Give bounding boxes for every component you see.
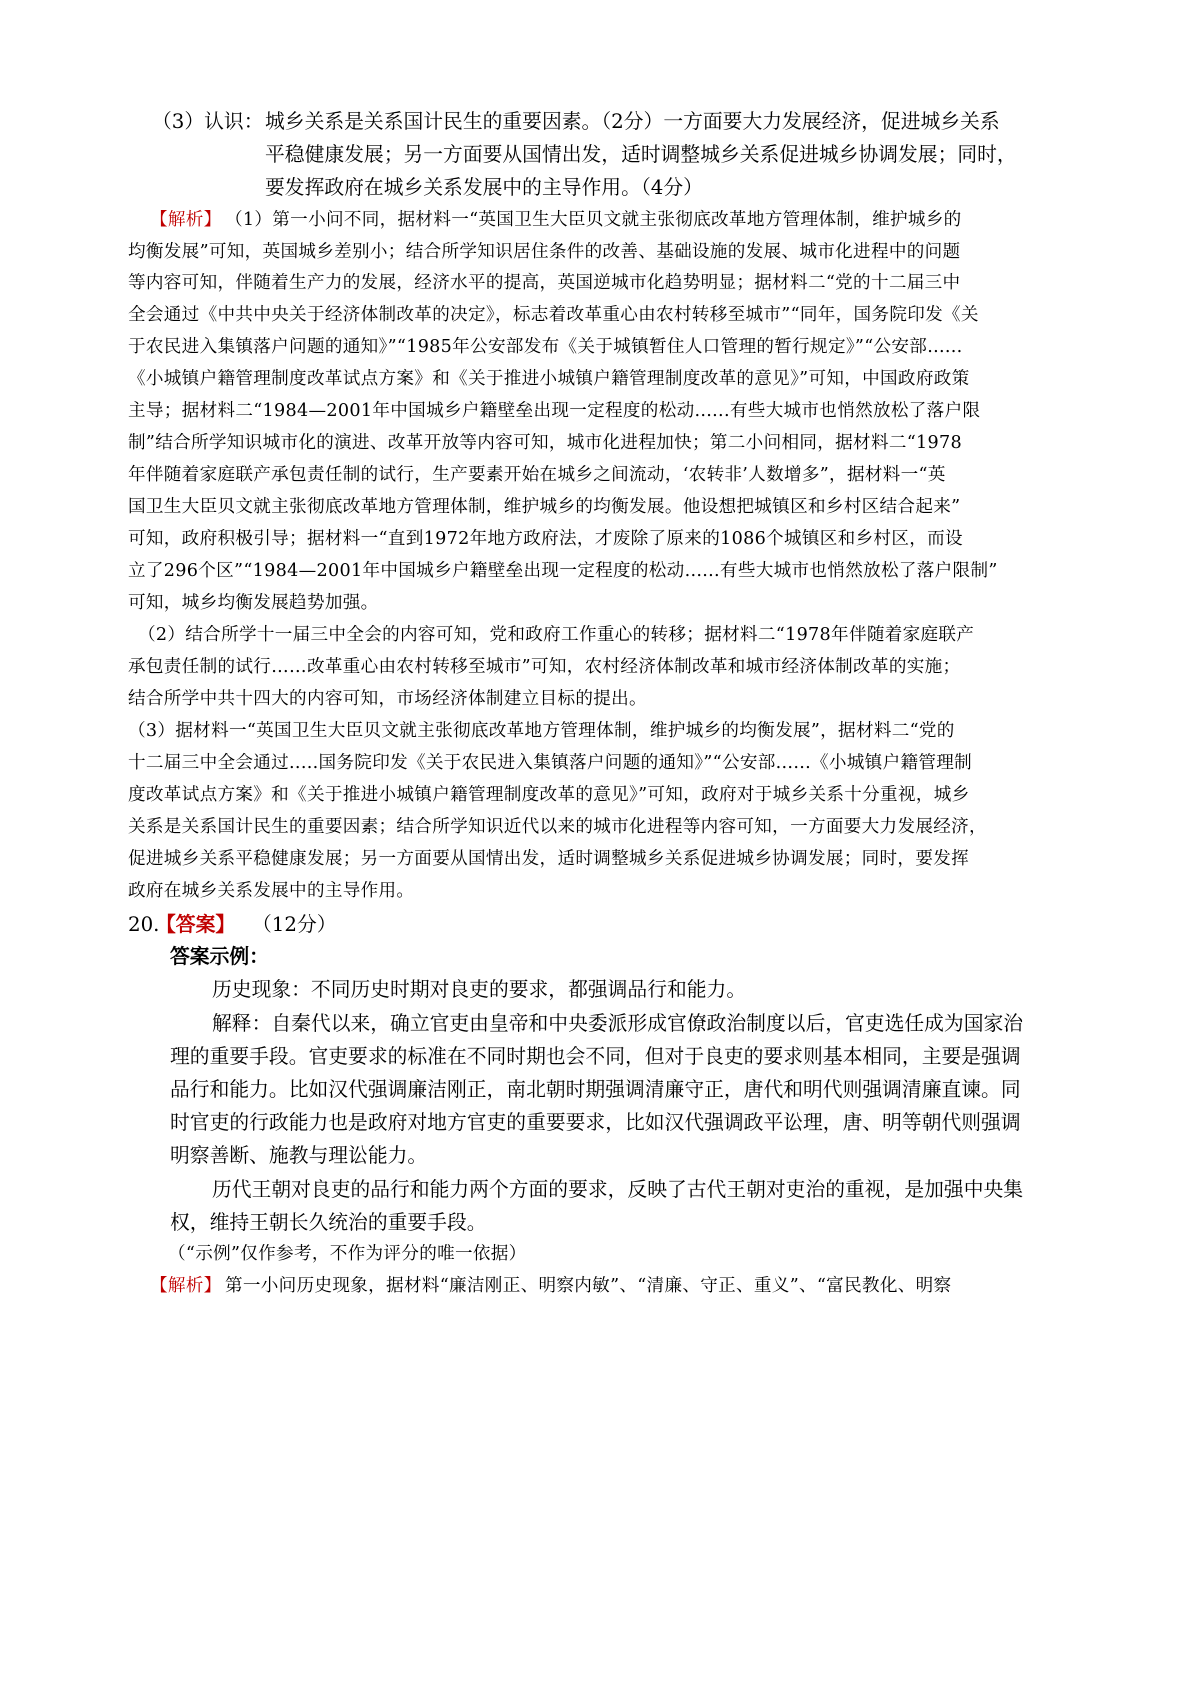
q20-example-title: 答案示例： <box>170 944 269 968</box>
q20-explain-line-2: 理的重要手段。官吏要求的标准在不同时期也会不同，但对于良吏的要求则基本相同，主要是强调 <box>170 1045 1021 1068</box>
analysis-line-8: 制”结合所学知识城市化的演进、改革开放等内容可知，城市化进程加快；第二小问相同，据材料二“1978 <box>128 433 962 453</box>
analysis-part3-line-5: 促进城乡关系平稳健康发展；另一方面要从国情出发，适时调整城乡关系促进城乡协调发展；同时，要发挥 <box>128 849 970 869</box>
analysis-line-12: 立了296个区”“1984—2001年中国城乡户籍壁垒出现一定程度的松动......有些大城市也悄然放松了落户限制” <box>128 561 998 581</box>
q20-phenomenon: 历史现象：不同历史时期对良吏的要求，都强调品行和能力。 <box>212 978 747 1001</box>
analysis-line-13: 可知，城乡均衡发展趋势加强。 <box>128 593 379 613</box>
q20-explain-line-1: 解释：自秦代以来，确立官吏由皇帝和中央委派形成官僚政治制度以后，官吏选任成为国家治 <box>212 1012 1024 1035</box>
analysis-line-9: 年伴随着家庭联产承包责任制的试行，生产要素开始在城乡之间流动，‘农转非’人数增多”，据材料一“英 <box>128 465 946 485</box>
analysis-part3-line-1: （3）据材料一“英国卫生大臣贝文就主张彻底改革地方管理体制，维护城乡的均衡发展”，据材料二“党的 <box>128 721 955 741</box>
analysis-part3-line-6: 政府在城乡关系发展中的主导作用。 <box>128 881 415 901</box>
section3-line-2: 平稳健康发展；另一方面要从国情出发，适时调整城乡关系促进城乡协调发展；同时， <box>265 143 1017 166</box>
analysis-line-5: 于农民进入集镇落户问题的通知》”“1985年公安部发布《关于城镇暂住人口管理的暂行规定》”“公安部...... <box>128 337 963 357</box>
analysis-part2-line-3: 结合所学中共十四大的内容可知，市场经济体制建立目标的提出。 <box>128 689 647 709</box>
analysis-line-1: （1）第一小问不同，据材料一“英国卫生大臣贝文就主张彻底改革地方管理体制，维护城乡的 <box>225 210 962 230</box>
q20-explain-line-4: 时官吏的行政能力也是政府对地方官吏的重要要求，比如汉代强调政平讼理，唐、明等朝代则强调 <box>170 1111 1021 1134</box>
q20-explain-line-5: 明察善断、施教与理讼能力。 <box>170 1144 428 1167</box>
analysis-line-3: 等内容可知，伴随着生产力的发展，经济水平的提高，英国逆城市化趋势明显；据材料二“党的十二届三中 <box>128 273 961 293</box>
analysis-line-6: 《小城镇户籍管理制度改革试点方案》和《关于推进小城镇户籍管理制度改革的意见》”可知，中国政府政策 <box>128 369 970 389</box>
analysis-line-10: 国卫生大臣贝文就主张彻底改革地方管理体制，维护城乡的均衡发展。他设想把城镇区和乡村区结合起来” <box>128 497 961 517</box>
analysis-line-4: 全会通过《中共中央关于经济体制改革的决定》，标志着改革重心由农村转移至城市”“同年，国务院印发《关 <box>128 305 979 325</box>
analysis-part2-line-1: （2）结合所学十一届三中全会的内容可知，党和政府工作重心的转移；据材料二“1978年伴随着家庭联产 <box>138 625 975 645</box>
analysis-part3-line-2: 十二届三中全会通过.....国务院印发《关于农民进入集镇落户问题的通知》”“公安部......《小城镇户籍管理制 <box>128 753 973 773</box>
section3-line-3: 要发挥政府在城乡关系发展中的主导作用。（4分） <box>265 176 703 199</box>
analysis-line-11: 可知，政府积极引导；据材料一“直到1972年地方政府法，才废除了原来的1086个城镇区和乡村区，而设 <box>128 529 963 549</box>
q20-analysis-line-1: 第一小问历史现象，据材料“廉洁刚正、明察内敏”、“清廉、守正、重义”、“富民教化、明察 <box>225 1276 952 1296</box>
q20-note: （“示例”仅作参考，不作为评分的唯一依据） <box>168 1244 527 1264</box>
q20-conclusion-line-2: 权，维持王朝长久统治的重要手段。 <box>170 1211 487 1234</box>
analysis-part2-line-2: 承包责任制的试行……改革重心由农村转移至城市”可知，农村经济体制改革和城市经济体制改革的实施； <box>128 657 961 677</box>
q20-analysis-tag: 【解析】 <box>150 1276 222 1296</box>
section3-line-1: 城乡关系是关系国计民生的重要因素。（2分）一方面要大力发展经济，促进城乡关系 <box>265 110 1000 133</box>
analysis-line-7: 主导；据材料二“1984—2001年中国城乡户籍壁垒出现一定程度的松动......有些大城市也悄然放松了落户限 <box>128 401 981 421</box>
q20-answer-tag: 【答案】 <box>156 912 236 936</box>
analysis-line-2: 均衡发展”可知，英国城乡差别小；结合所学知识居住条件的改善、基础设施的发展、城市化进程中的问题 <box>128 242 961 262</box>
q20-conclusion-line-1: 历代王朝对良吏的品行和能力两个方面的要求，反映了古代王朝对吏治的重视，是加强中央集 <box>212 1178 1024 1201</box>
analysis-part3-line-3: 度改革试点方案》和《关于推进小城镇户籍管理制度改革的意见》”可知，政府对于城乡关系十分重视，城乡 <box>128 785 970 805</box>
q20-score: （12分） <box>252 913 337 936</box>
analysis-part3-line-4: 关系是关系国计民生的重要因素；结合所学知识近代以来的城市化进程等内容可知，一方面要大力发展经济， <box>128 817 987 837</box>
analysis-tag: 【解析】 <box>150 210 222 230</box>
q20-number: 20. <box>128 913 160 936</box>
q20-explain-line-3: 品行和能力。比如汉代强调廉洁刚正，南北朝时期强调清廉守正，唐代和明代则强调清廉直谏。同 <box>170 1078 1021 1101</box>
section3-label: （3）认识： <box>152 110 264 133</box>
